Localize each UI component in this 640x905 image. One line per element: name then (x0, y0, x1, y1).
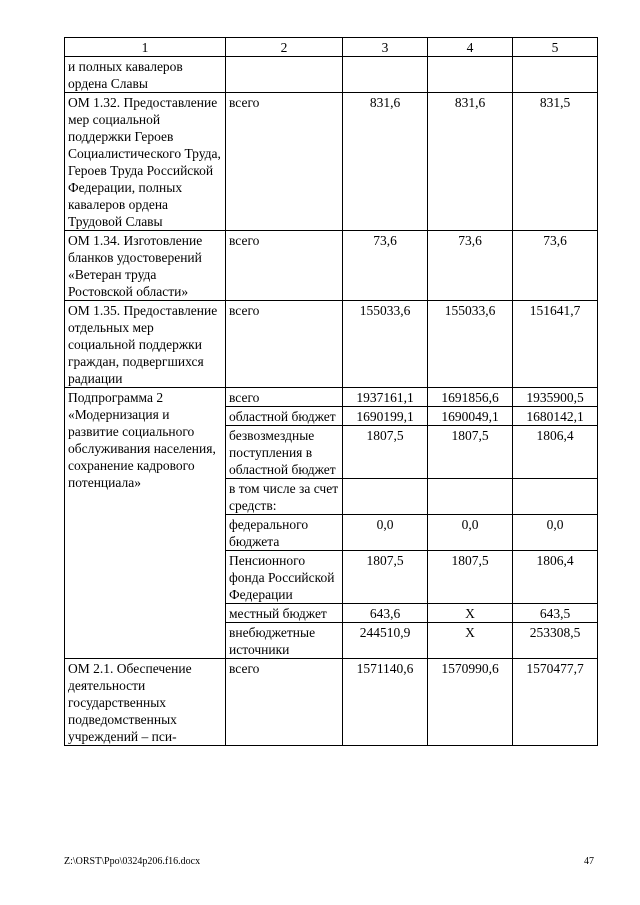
source-cell: всего (226, 388, 343, 407)
value-cell (343, 479, 428, 515)
column-header: 3 (343, 38, 428, 57)
source-cell (226, 57, 343, 93)
value-cell: 73,6 (428, 231, 513, 301)
value-cell (428, 57, 513, 93)
column-header: 5 (513, 38, 598, 57)
value-cell: 1570477,7 (513, 659, 598, 746)
activity-name-cell: ОМ 2.1. Обеспечение деятельности государственных подведомственных учреждений – пси- (65, 659, 226, 746)
source-cell: в том числе за счет средств: (226, 479, 343, 515)
value-cell (343, 57, 428, 93)
page-number: 47 (584, 856, 594, 867)
value-cell: 1807,5 (343, 551, 428, 604)
source-cell: всего (226, 301, 343, 388)
activity-name-cell: ОМ 1.34. Изготовление бланков удостоверений «Ветеран труда Ростовской области» (65, 231, 226, 301)
column-header: 4 (428, 38, 513, 57)
table-row (65, 301, 598, 388)
value-cell: 1690199,1 (343, 407, 428, 426)
value-cell: 73,6 (513, 231, 598, 301)
value-cell: 0,0 (428, 515, 513, 551)
value-cell: 155033,6 (343, 301, 428, 388)
value-cell (428, 479, 513, 515)
value-cell: 1680142,1 (513, 407, 598, 426)
value-cell: 1807,5 (343, 426, 428, 479)
value-cell: 1690049,1 (428, 407, 513, 426)
value-cell: 1807,5 (428, 551, 513, 604)
table-row (65, 231, 598, 301)
value-cell: 831,5 (513, 93, 598, 231)
value-cell: 0,0 (513, 515, 598, 551)
value-cell: 831,6 (428, 93, 513, 231)
value-cell: 155033,6 (428, 301, 513, 388)
value-cell: 1937161,1 (343, 388, 428, 407)
value-cell: 1806,4 (513, 426, 598, 479)
value-cell: 0,0 (343, 515, 428, 551)
value-cell: Х (428, 604, 513, 623)
value-cell: 831,6 (343, 93, 428, 231)
table-row (65, 388, 598, 407)
subprogram-name-cell: Подпрограмма 2 «Модернизация и развитие социального обслуживания населения, сохранение кадрового потенциала» (65, 388, 226, 659)
value-cell: 1570990,6 (428, 659, 513, 746)
source-cell: Пенсионного фонда Российской Федерации (226, 551, 343, 604)
value-cell: 643,6 (343, 604, 428, 623)
table-header-row (65, 38, 598, 57)
value-cell: 253308,5 (513, 623, 598, 659)
source-cell: федерального бюджета (226, 515, 343, 551)
value-cell (513, 57, 598, 93)
source-cell: безвозмездные поступления в областной бюджет (226, 426, 343, 479)
source-cell: всего (226, 93, 343, 231)
source-cell: местный бюджет (226, 604, 343, 623)
activity-name-cell: ОМ 1.32. Предоставление мер социальной поддержки Героев Социалистического Труда, Героев Труда Российской Федерации, полных кавалеров ордена Трудовой Славы (65, 93, 226, 231)
activity-name-cell: ОМ 1.35. Предоставление отдельных мер социальной поддержки граждан, подвергшихся радиации (65, 301, 226, 388)
activity-name-cell: и полных кавалеров ордена Славы (65, 57, 226, 93)
value-cell: 1806,4 (513, 551, 598, 604)
column-header: 1 (65, 38, 226, 57)
budget-table (64, 37, 598, 746)
value-cell (513, 479, 598, 515)
table-row (65, 93, 598, 231)
value-cell: 244510,9 (343, 623, 428, 659)
table-row (65, 659, 598, 746)
value-cell: 151641,7 (513, 301, 598, 388)
value-cell: 1691856,6 (428, 388, 513, 407)
value-cell: 73,6 (343, 231, 428, 301)
value-cell: Х (428, 623, 513, 659)
footer-file-path: Z:\ORST\Ppo\0324p206.f16.docx (64, 856, 201, 867)
table-row (65, 57, 598, 93)
value-cell: 643,5 (513, 604, 598, 623)
source-cell: областной бюджет (226, 407, 343, 426)
source-cell: внебюджетные источники (226, 623, 343, 659)
source-cell: всего (226, 231, 343, 301)
value-cell: 1571140,6 (343, 659, 428, 746)
value-cell: 1935900,5 (513, 388, 598, 407)
value-cell: 1807,5 (428, 426, 513, 479)
column-header: 2 (226, 38, 343, 57)
source-cell: всего (226, 659, 343, 746)
